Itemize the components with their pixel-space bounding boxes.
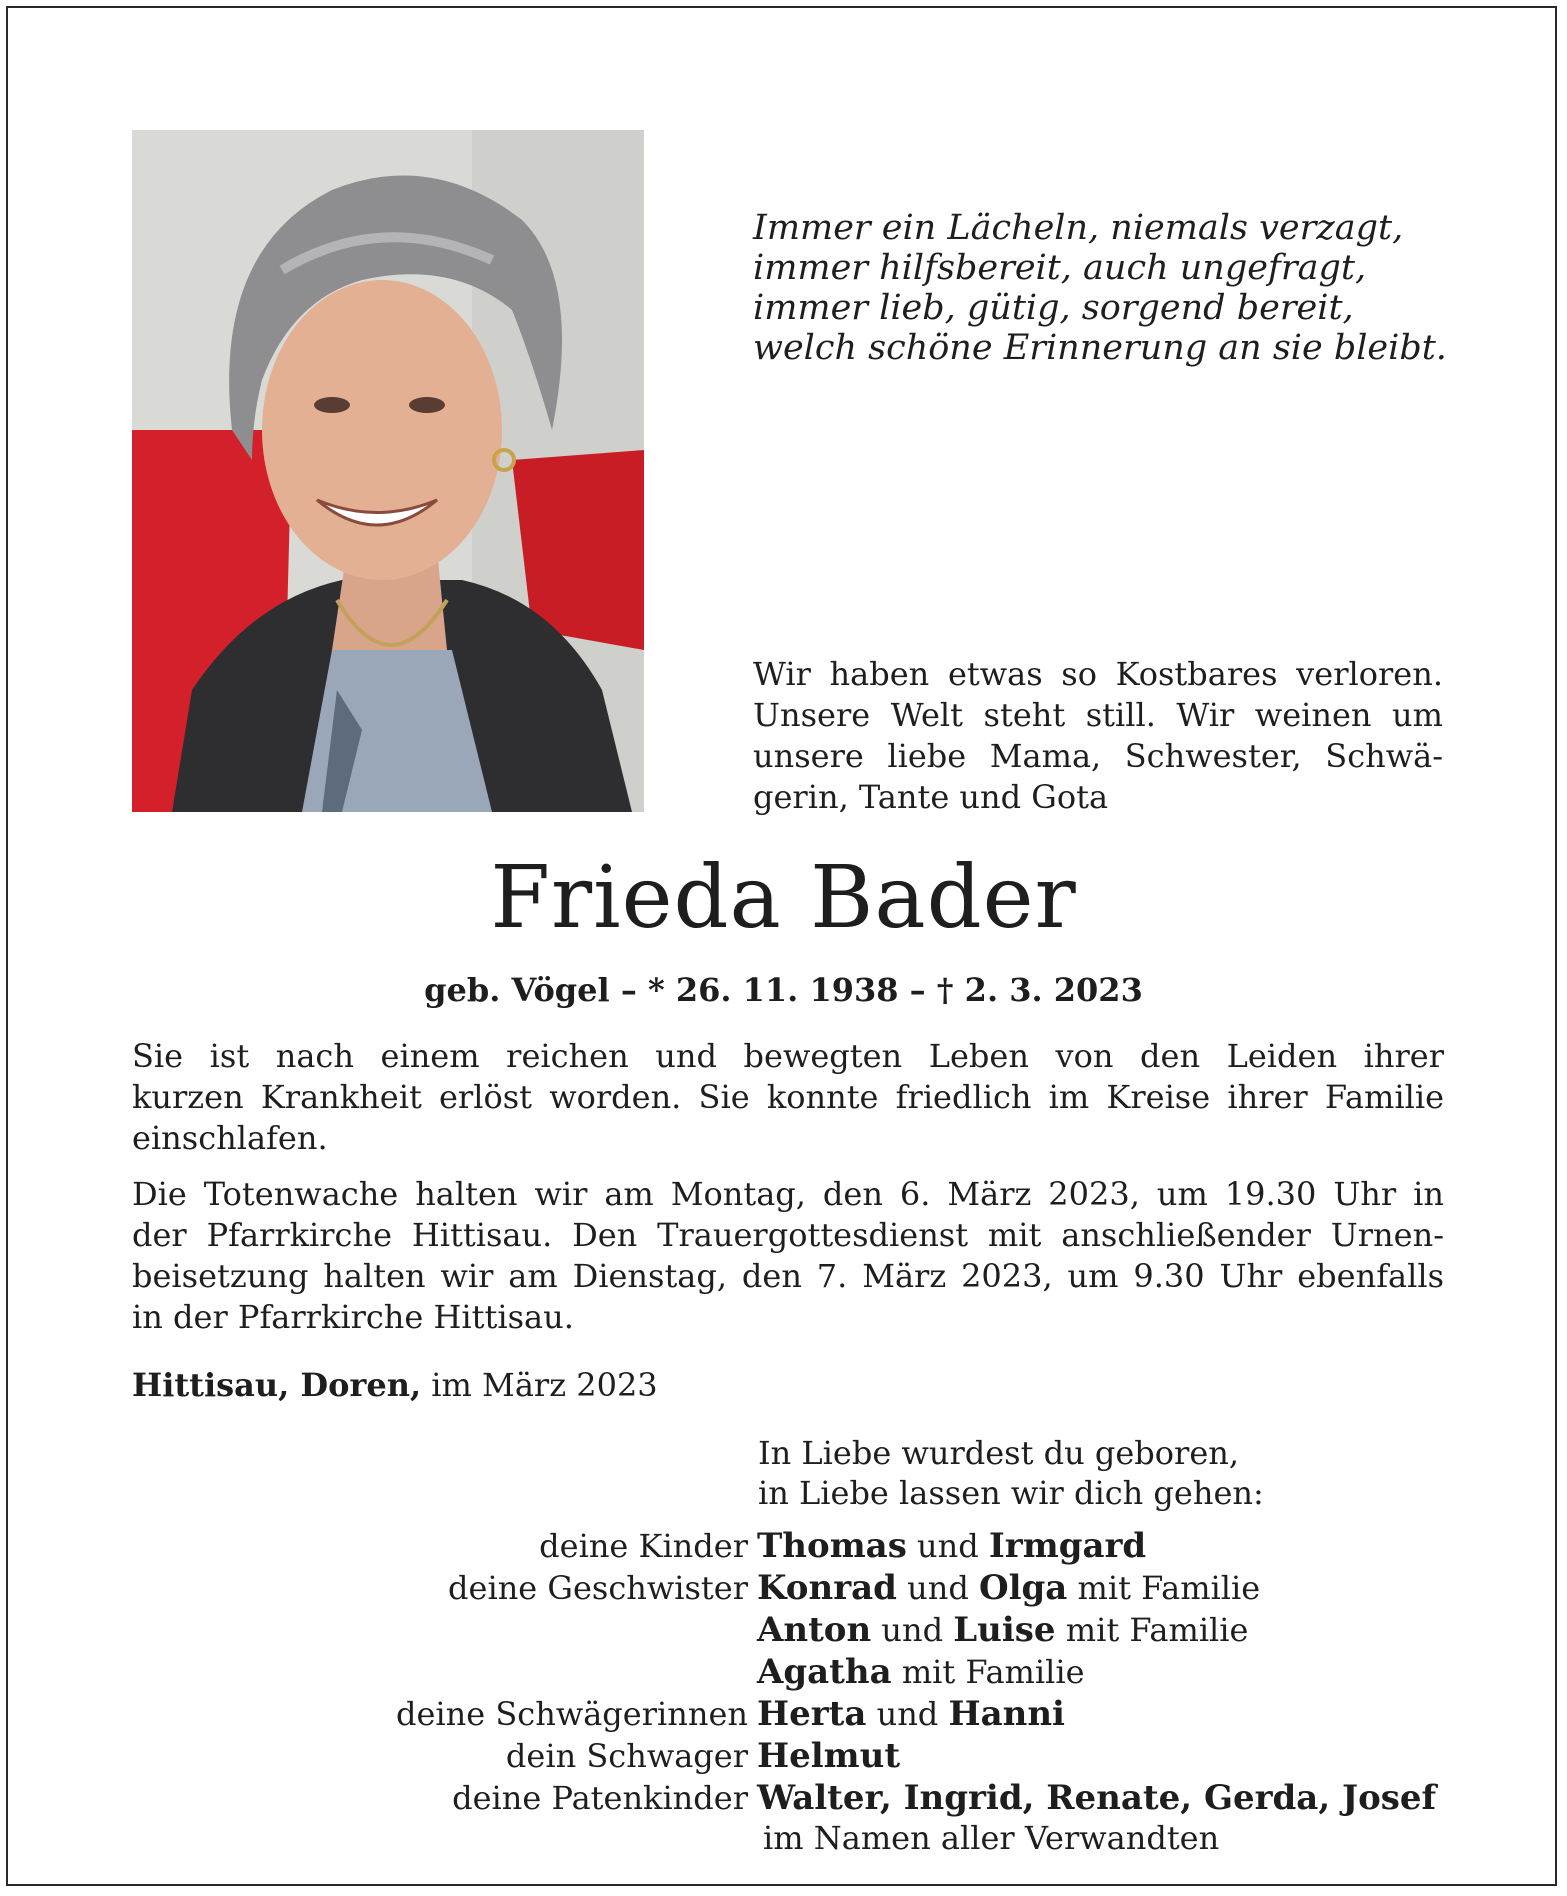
poem-line: immer hilfsbereit, auch ungefragt, xyxy=(753,248,1367,288)
intro-line: unsere liebe Mama, Schwester, Schwä- xyxy=(753,737,1443,775)
place-date xyxy=(132,1365,658,1406)
mourner-relation: deine Schwägerinnen xyxy=(395,1695,748,1733)
intro-line: Unsere Welt steht still. Wir weinen um xyxy=(753,696,1443,734)
deceased-name: Frieda Bader xyxy=(490,848,1077,948)
mourner-name: Thomas xyxy=(757,1526,907,1566)
intro-line: Wir haben etwas so Kostbares verloren. xyxy=(753,655,1443,693)
mourner-name: Anton xyxy=(757,1610,872,1650)
mourner-name: Herta xyxy=(757,1694,867,1734)
mourner-name: Olga xyxy=(978,1568,1068,1608)
paragraph-line: kurzen Krankheit erlöst worden. Sie konnte friedlich im Kreise ihrer Familie xyxy=(132,1078,1444,1116)
mourner-connector: mit Familie xyxy=(1055,1611,1249,1649)
mourner-names xyxy=(757,1609,1248,1651)
verse-line: in Liebe lassen wir dich gehen: xyxy=(758,1474,1264,1512)
mourner-names xyxy=(757,1525,1146,1567)
paragraph-line: in der Pfarrkirche Hittisau. xyxy=(132,1298,574,1336)
closing-line: im Namen aller Verwandten xyxy=(763,1819,1220,1857)
mourner-connector: und xyxy=(906,1527,989,1565)
mourner-names xyxy=(757,1693,1065,1735)
mourner-row xyxy=(8,1777,1559,1819)
mourner-row xyxy=(8,1525,1559,1567)
mourner-connector: mit Familie xyxy=(891,1653,1085,1691)
mourner-row xyxy=(8,1693,1559,1735)
mourner-name: Hanni xyxy=(948,1694,1065,1734)
obituary-page xyxy=(6,6,1557,1886)
intro-text xyxy=(753,654,1443,818)
paragraph-line: beisetzung halten wir am Dienstag, den 7. März 2023, um 9.30 Uhr ebenfalls xyxy=(132,1257,1444,1295)
portrait-image xyxy=(132,130,644,812)
mourner-names xyxy=(757,1777,1436,1819)
mourner-row xyxy=(8,1735,1559,1777)
mourner-names xyxy=(757,1651,1085,1693)
mourner-name: Helmut xyxy=(757,1736,901,1776)
poem-line: Immer ein Lächeln, niemals verzagt, xyxy=(753,208,1404,248)
mourner-row xyxy=(8,1609,1559,1651)
poem-line: welch schöne Erinnerung an sie bleibt. xyxy=(753,328,1447,368)
mourners-list xyxy=(8,1525,1559,1819)
poem-line: immer lieb, gütig, sorgend bereit, xyxy=(753,288,1354,328)
mourner-relation: deine Patenkinder xyxy=(452,1779,748,1817)
mourner-name: Irmgard xyxy=(988,1526,1147,1566)
mourner-connector: und xyxy=(866,1695,949,1733)
mourner-name: Konrad xyxy=(757,1568,897,1608)
poem xyxy=(753,208,1473,368)
paragraph-line: einschlafen. xyxy=(132,1119,328,1157)
paragraph-passing xyxy=(132,1036,1444,1159)
mourner-names xyxy=(757,1735,900,1777)
mourner-relation: dein Schwager xyxy=(505,1737,748,1775)
life-dates: geb. Vögel – * 26. 11. 1938 – † 2. 3. 2023 xyxy=(424,971,1143,1009)
paragraph-line: Sie ist nach einem reichen und bewegten Leben von den Leiden ihrer xyxy=(132,1037,1444,1075)
paragraph-line: Die Totenwache halten wir am Montag, den 6. März 2023, um 19.30 Uhr in xyxy=(132,1175,1444,1213)
verse-line: In Liebe wurdest du geboren, xyxy=(758,1434,1240,1472)
mourner-connector: und xyxy=(871,1611,954,1649)
closing-verse xyxy=(758,1433,1458,1513)
mourner-row xyxy=(8,1567,1559,1609)
paragraph-services xyxy=(132,1174,1444,1338)
mourner-connector: mit Familie xyxy=(1067,1569,1261,1607)
place-month: im März 2023 xyxy=(431,1366,658,1404)
mourner-connector: und xyxy=(896,1569,979,1607)
paragraph-line: der Pfarrkirche Hittisau. Den Trauergottesdienst mit anschließender Urnen- xyxy=(132,1216,1444,1254)
mourner-row xyxy=(8,1651,1559,1693)
mourner-relation: deine Kinder xyxy=(539,1527,748,1565)
mourner-name: Walter, Ingrid, Renate, Gerda, Josef xyxy=(757,1778,1437,1818)
mourner-names xyxy=(757,1567,1260,1609)
intro-line: gerin, Tante und Gota xyxy=(753,778,1109,816)
mourner-name: Luise xyxy=(953,1610,1056,1650)
mourner-relation: deine Geschwister xyxy=(448,1569,748,1607)
mourner-name: Agatha xyxy=(757,1652,892,1692)
portrait-photo xyxy=(132,130,644,812)
place-names: Hittisau, Doren, xyxy=(132,1366,422,1404)
